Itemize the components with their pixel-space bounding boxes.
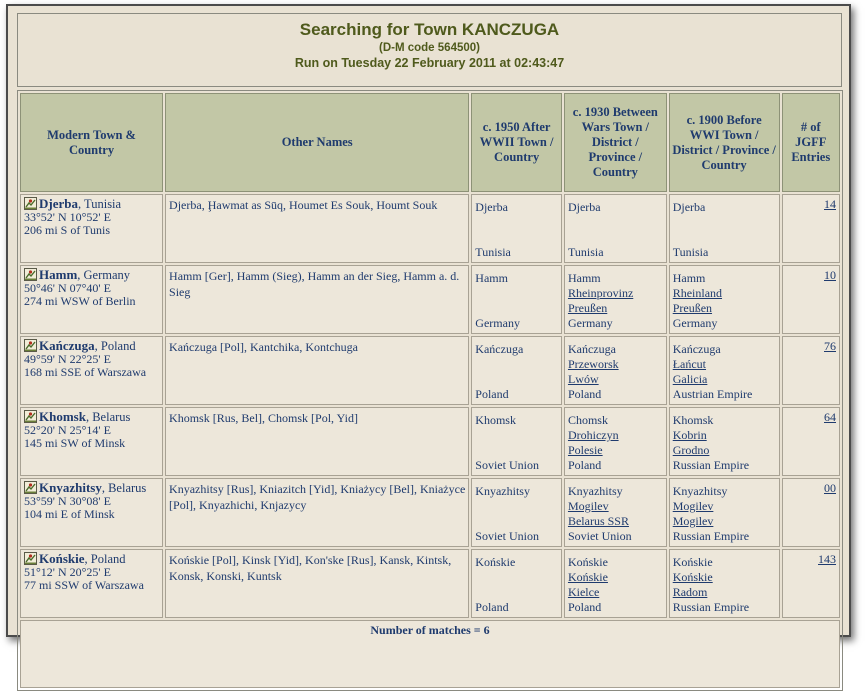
c1950-cell <box>471 336 562 405</box>
c1950-country: Poland <box>475 387 509 401</box>
town-name: Hamm <box>39 267 78 282</box>
jgff-count-link[interactable]: 76 <box>824 339 836 353</box>
c1930-town: Knyazhitsy <box>567 484 623 498</box>
jgff-count-link[interactable]: 143 <box>818 552 836 566</box>
c1930-province-link[interactable]: Preußen <box>567 301 608 315</box>
other-names-cell: Końskie [Pol], Kinsk [Yid], Kon'ske [Rus], Kansk, Kintsk, Konsk, Konski, Kuntsk <box>165 549 469 618</box>
footer-row <box>20 620 840 688</box>
other-names-cell: Khomsk [Rus, Bel], Chomsk [Pol, Yid] <box>165 407 469 476</box>
town-name: Djerba <box>39 196 78 211</box>
town-coordinates: 53°59' N 30°08' E <box>24 494 111 508</box>
table-row <box>20 194 840 263</box>
c1950-town: Khomsk <box>475 413 516 427</box>
c1950-cell <box>471 549 562 618</box>
match-count: Number of matches = 6 <box>20 620 840 688</box>
town-distance: 274 mi WSW of Berlin <box>24 294 136 308</box>
table-row <box>20 478 840 547</box>
town-name: Knyazhitsy <box>39 480 102 495</box>
c1950-cell <box>471 407 562 476</box>
c1900-district-link[interactable]: Rheinland <box>672 286 723 300</box>
town-country: , Poland <box>94 339 136 353</box>
c1900-cell <box>669 265 780 334</box>
modern-town-cell <box>20 336 163 405</box>
jgff-count-link[interactable]: 14 <box>824 197 836 211</box>
c1900-town: Khomsk <box>672 413 714 427</box>
c1900-province-link[interactable]: Grodno <box>672 443 710 457</box>
town-country: , Belarus <box>85 410 131 424</box>
map-icon[interactable] <box>24 339 37 352</box>
c1950-country: Germany <box>475 316 520 330</box>
c1930-province-link[interactable]: Kielce <box>567 585 600 599</box>
town-distance: 168 mi SSE of Warszawa <box>24 365 147 379</box>
c1950-country: Soviet Union <box>475 529 539 543</box>
jgff-count-link[interactable]: 10 <box>824 268 836 282</box>
town-coordinates: 33°52' N 10°52' E <box>24 210 111 224</box>
c1900-province-link[interactable]: Galicia <box>672 372 708 386</box>
c1900-country: Austrian Empire <box>672 387 753 401</box>
c1930-town: Chomsk <box>567 413 608 427</box>
c1930-cell <box>564 336 667 405</box>
c1930-province-link[interactable]: Lwów <box>567 372 599 386</box>
c1900-country: Tunisia <box>672 245 709 259</box>
dm-code: (D-M code 564500) <box>379 42 480 54</box>
c1930-country: Poland <box>567 387 602 401</box>
c1930-cell <box>564 478 667 547</box>
town-name: Końskie <box>39 551 85 566</box>
other-names-cell: Kańczuga [Pol], Kantchika, Kontchuga <box>165 336 469 405</box>
modern-town-cell <box>20 478 163 547</box>
c1900-district-link[interactable]: Kobrin <box>672 428 707 442</box>
c1950-country: Tunisia <box>475 245 511 259</box>
town-distance: 77 mi SSW of Warszawa <box>24 578 144 592</box>
town-distance: 104 mi E of Minsk <box>24 507 115 521</box>
c1930-town: Hamm <box>567 271 601 285</box>
map-icon[interactable] <box>24 268 37 281</box>
results-window <box>6 4 851 637</box>
c1900-town: Końskie <box>672 555 713 569</box>
jgff-count-cell <box>782 549 840 618</box>
modern-town-cell <box>20 194 163 263</box>
c1900-town: Djerba <box>672 200 706 214</box>
jgff-count-cell <box>782 265 840 334</box>
c1930-town: Djerba <box>567 200 601 214</box>
town-country: , Tunisia <box>78 197 122 211</box>
c1930-district-link[interactable]: Mogilev <box>567 499 609 513</box>
table-row <box>20 407 840 476</box>
col-modern-town: Modern Town & Country <box>20 93 163 192</box>
c1950-town: Końskie <box>475 555 516 569</box>
header-row <box>20 93 840 192</box>
c1950-town: Djerba <box>475 200 508 214</box>
c1930-province-link[interactable]: Polesie <box>567 443 603 457</box>
c1950-country: Poland <box>475 600 509 614</box>
c1900-town: Knyazhitsy <box>672 484 728 498</box>
c1950-cell <box>471 194 562 263</box>
jgff-count-link[interactable]: 64 <box>824 410 836 424</box>
c1900-province-link[interactable]: Mogilev <box>672 514 714 528</box>
c1900-cell <box>669 549 780 618</box>
c1900-town: Kańczuga <box>672 342 721 356</box>
c1950-cell <box>471 265 562 334</box>
col-other-names: Other Names <box>165 93 469 192</box>
jgff-count-cell <box>782 478 840 547</box>
map-icon[interactable] <box>24 481 37 494</box>
c1900-country: Russian Empire <box>672 458 750 472</box>
c1930-district-link[interactable]: Rheinprovinz <box>567 286 634 300</box>
c1930-cell <box>564 194 667 263</box>
c1930-town: Kańczuga <box>567 342 616 356</box>
c1900-cell <box>669 336 780 405</box>
town-coordinates: 51°12' N 20°25' E <box>24 565 111 579</box>
c1900-cell <box>669 407 780 476</box>
c1930-cell <box>564 549 667 618</box>
town-country: , Poland <box>84 552 126 566</box>
map-icon[interactable] <box>24 410 37 423</box>
c1900-country: Russian Empire <box>672 600 750 614</box>
c1930-district-link[interactable]: Przeworsk <box>567 357 619 371</box>
c1950-country: Soviet Union <box>475 458 539 472</box>
town-distance: 145 mi SW of Minsk <box>24 436 126 450</box>
c1950-town: Kańczuga <box>475 342 524 356</box>
jgff-count-cell <box>782 407 840 476</box>
c1930-province-link[interactable]: Belarus SSR <box>567 514 629 528</box>
town-country: , Belarus <box>101 481 147 495</box>
c1900-cell <box>669 478 780 547</box>
c1930-country: Tunisia <box>567 245 604 259</box>
c1900-district-link[interactable]: Końskie <box>672 570 713 584</box>
c1930-district-link[interactable]: Końskie <box>567 570 608 584</box>
town-coordinates: 50°46' N 07°40' E <box>24 281 111 295</box>
town-country: , Germany <box>77 268 131 282</box>
c1930-cell <box>564 407 667 476</box>
c1900-district-link[interactable]: Łańcut <box>672 357 707 371</box>
map-icon[interactable] <box>24 197 37 210</box>
search-header <box>17 13 842 87</box>
town-distance: 206 mi S of Tunis <box>24 223 111 237</box>
c1950-town: Hamm <box>475 271 508 285</box>
results-table <box>17 90 843 691</box>
c1930-cell <box>564 265 667 334</box>
c1950-cell <box>471 478 562 547</box>
jgff-count-cell <box>782 336 840 405</box>
c1930-country: Germany <box>567 316 613 330</box>
modern-town-cell <box>20 265 163 334</box>
col-jgff: # of JGFF Entries <box>782 93 840 192</box>
town-name: Kańczuga <box>39 338 95 353</box>
c1900-province-link[interactable]: Preußen <box>672 301 713 315</box>
other-names-cell: Knyazhitsy [Rus], Kniazitch [Yid], Kniażycy [Bel], Kniażyce [Pol], Knyazhichi, Knjazycy <box>165 478 469 547</box>
c1930-country: Soviet Union <box>567 529 632 543</box>
c1900-cell <box>669 194 780 263</box>
c1900-country: Germany <box>672 316 718 330</box>
c1930-country: Poland <box>567 458 602 472</box>
other-names-cell: Hamm [Ger], Hamm (Sieg), Hamm an der Sieg, Hamm a. d. Sieg <box>165 265 469 334</box>
town-coordinates: 49°59' N 22°25' E <box>24 352 111 366</box>
c1930-district-link[interactable]: Drohiczyn <box>567 428 619 442</box>
map-icon[interactable] <box>24 552 37 565</box>
table-row <box>20 549 840 618</box>
c1950-town: Knyazhitsy <box>475 484 530 498</box>
town-coordinates: 52°20' N 25°14' E <box>24 423 111 437</box>
col-c1950: c. 1950 After WWII Town / Country <box>471 93 562 192</box>
other-names-cell: Djerba, Ḩawmat as Sūq, Houmet Es Souk, Houmt Souk <box>165 194 469 263</box>
c1900-district-link[interactable]: Mogilev <box>672 499 714 513</box>
town-name: Khomsk <box>39 409 86 424</box>
c1900-country: Russian Empire <box>672 529 750 543</box>
c1900-province-link[interactable]: Radom <box>672 585 708 599</box>
run-info: Run on Tuesday 22 February 2011 at 02:43:47 <box>294 56 565 70</box>
modern-town-cell <box>20 407 163 476</box>
jgff-count-link[interactable]: 00 <box>824 481 836 495</box>
c1900-town: Hamm <box>672 271 706 285</box>
jgff-count-cell <box>782 194 840 263</box>
table-row <box>20 265 840 334</box>
page-title: Searching for Town KANCZUGA <box>299 20 560 39</box>
c1930-country: Poland <box>567 600 602 614</box>
col-c1930: c. 1930 Between Wars Town / District / Province / Country <box>564 93 667 192</box>
c1930-town: Końskie <box>567 555 608 569</box>
table-row <box>20 336 840 405</box>
col-c1900: c. 1900 Before WWI Town / District / Province / Country <box>669 93 780 192</box>
modern-town-cell <box>20 549 163 618</box>
